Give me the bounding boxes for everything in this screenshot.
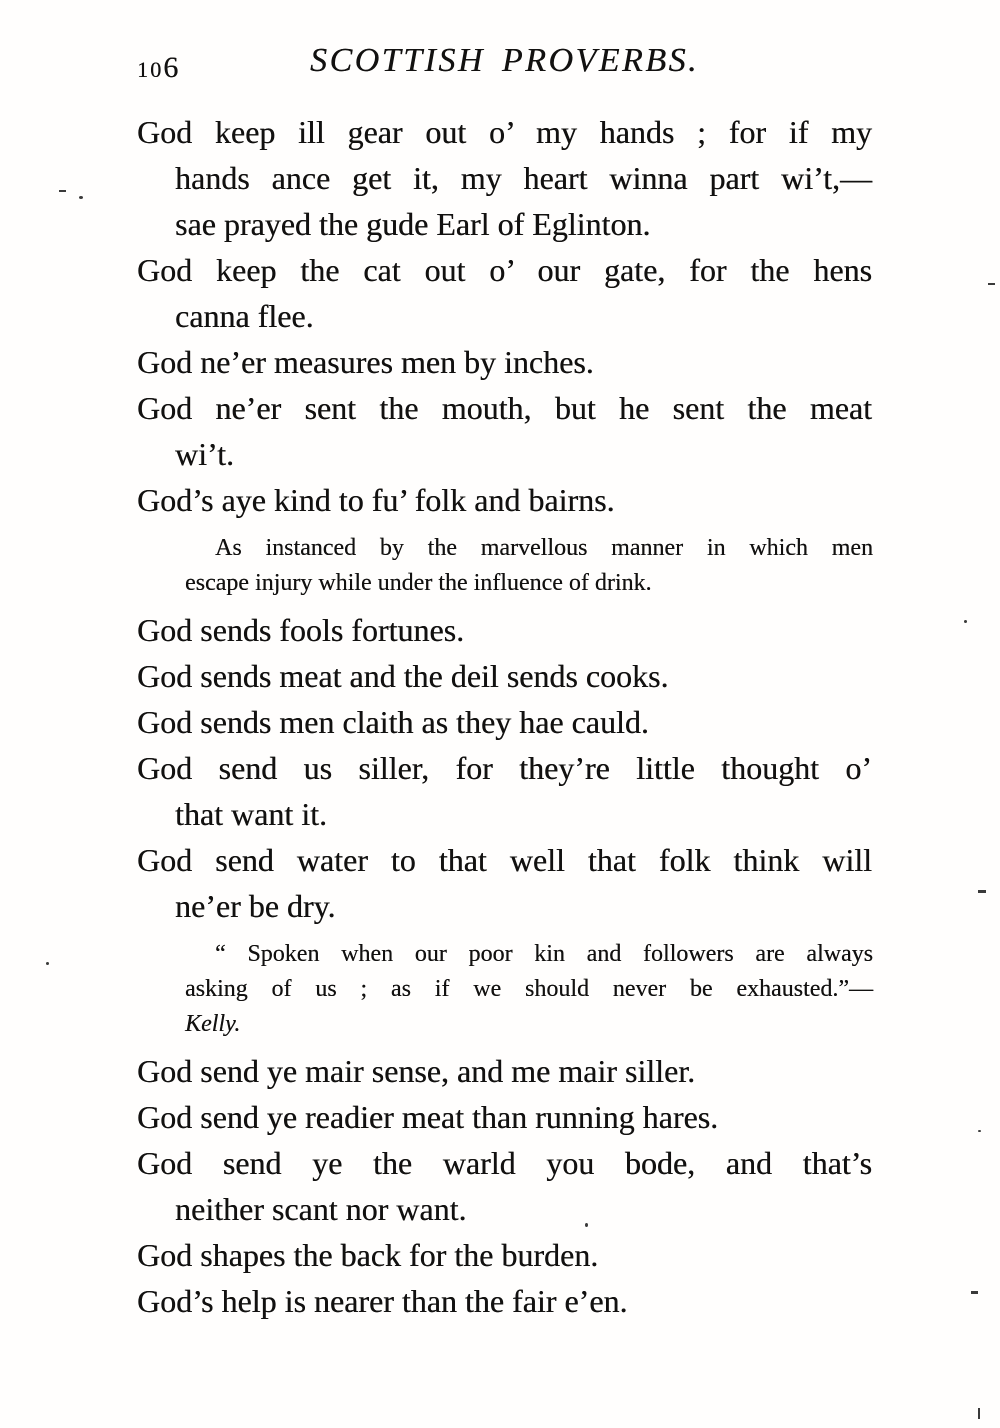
proverb-block — [137, 653, 872, 699]
proverb-block — [137, 339, 872, 385]
scan-speck — [978, 890, 986, 893]
proverb-block — [137, 1140, 872, 1232]
proverb-block — [137, 477, 872, 523]
note-line: escape injury while under the influence of drink. — [185, 570, 652, 596]
proverb-block — [137, 247, 872, 339]
proverb-block — [137, 1278, 872, 1324]
proverb-line: God ne’er measures men by inches. — [137, 344, 594, 380]
note-line: asking of us ; as if we should never be exhausted.”— — [185, 976, 873, 1002]
proverb-line: that want it. — [175, 796, 327, 832]
proverb-block — [137, 1232, 872, 1278]
scan-speck — [585, 1223, 588, 1227]
proverb-line: God’s help is nearer than the fair e’en. — [137, 1283, 628, 1319]
scan-speck — [964, 620, 967, 623]
page-title: SCOTTISH PROVERBS. — [309, 42, 700, 79]
page-body — [137, 109, 872, 1324]
note-line: Kelly. — [185, 1011, 241, 1037]
proverb-line: sae prayed the gude Earl of Eglinton. — [175, 206, 651, 242]
proverb-line: God sends fools fortunes. — [137, 612, 465, 648]
proverb-line: God send ye the warld you bode, and that’s — [137, 1145, 872, 1181]
proverb-line: God sends meat and the deil sends cooks. — [137, 658, 669, 694]
scan-speck — [971, 1291, 978, 1294]
proverb-block — [137, 699, 872, 745]
proverb-line: canna flee. — [175, 298, 314, 334]
proverb-line: God keep the cat out o’ our gate, for the hens — [137, 252, 872, 288]
proverb-line: God ne’er sent the mouth, but he sent the meat — [137, 390, 872, 426]
proverb-block — [137, 1094, 872, 1140]
proverb-block — [137, 109, 872, 247]
proverb-block — [137, 837, 872, 929]
scan-speck — [988, 283, 995, 285]
note-line: “ Spoken when our poor kin and followers are always — [215, 941, 873, 967]
proverb-line: God shapes the back for the burden. — [137, 1237, 599, 1273]
scan-speck — [59, 190, 66, 192]
scan-speck — [79, 196, 83, 199]
proverb-line: God send water to that well that folk think will — [137, 842, 872, 878]
scan-speck — [46, 962, 49, 965]
proverb-line: God send ye mair sense, and me mair siller. — [137, 1053, 696, 1089]
proverb-block — [137, 607, 872, 653]
running-head — [137, 42, 872, 96]
proverb-block — [137, 1048, 872, 1094]
proverb-line: wi’t. — [175, 436, 234, 472]
proverb-line: God send ye readier meat than running hares. — [137, 1099, 719, 1135]
proverb-line: hands ance get it, my heart winna part wi’t,— — [175, 160, 872, 196]
proverb-block — [137, 745, 872, 837]
scan-speck — [978, 1130, 981, 1132]
page-number: 106 — [137, 51, 181, 84]
proverb-line: ne’er be dry. — [175, 888, 336, 924]
proverb-line: God keep ill gear out o’ my hands ; for if my — [137, 114, 872, 150]
proverb-line: neither scant nor want. — [175, 1191, 467, 1227]
proverb-line: God’s aye kind to fu’ folk and bairns. — [137, 482, 615, 518]
note-block — [185, 937, 873, 1042]
note-block — [185, 531, 873, 601]
scan-speck — [978, 1408, 980, 1419]
proverb-block — [137, 385, 872, 477]
proverb-line: God send us siller, for they’re little thought o’ — [137, 750, 872, 786]
note-line: As instanced by the marvellous manner in which men — [215, 535, 873, 561]
proverb-line: God sends men claith as they hae cauld. — [137, 704, 649, 740]
